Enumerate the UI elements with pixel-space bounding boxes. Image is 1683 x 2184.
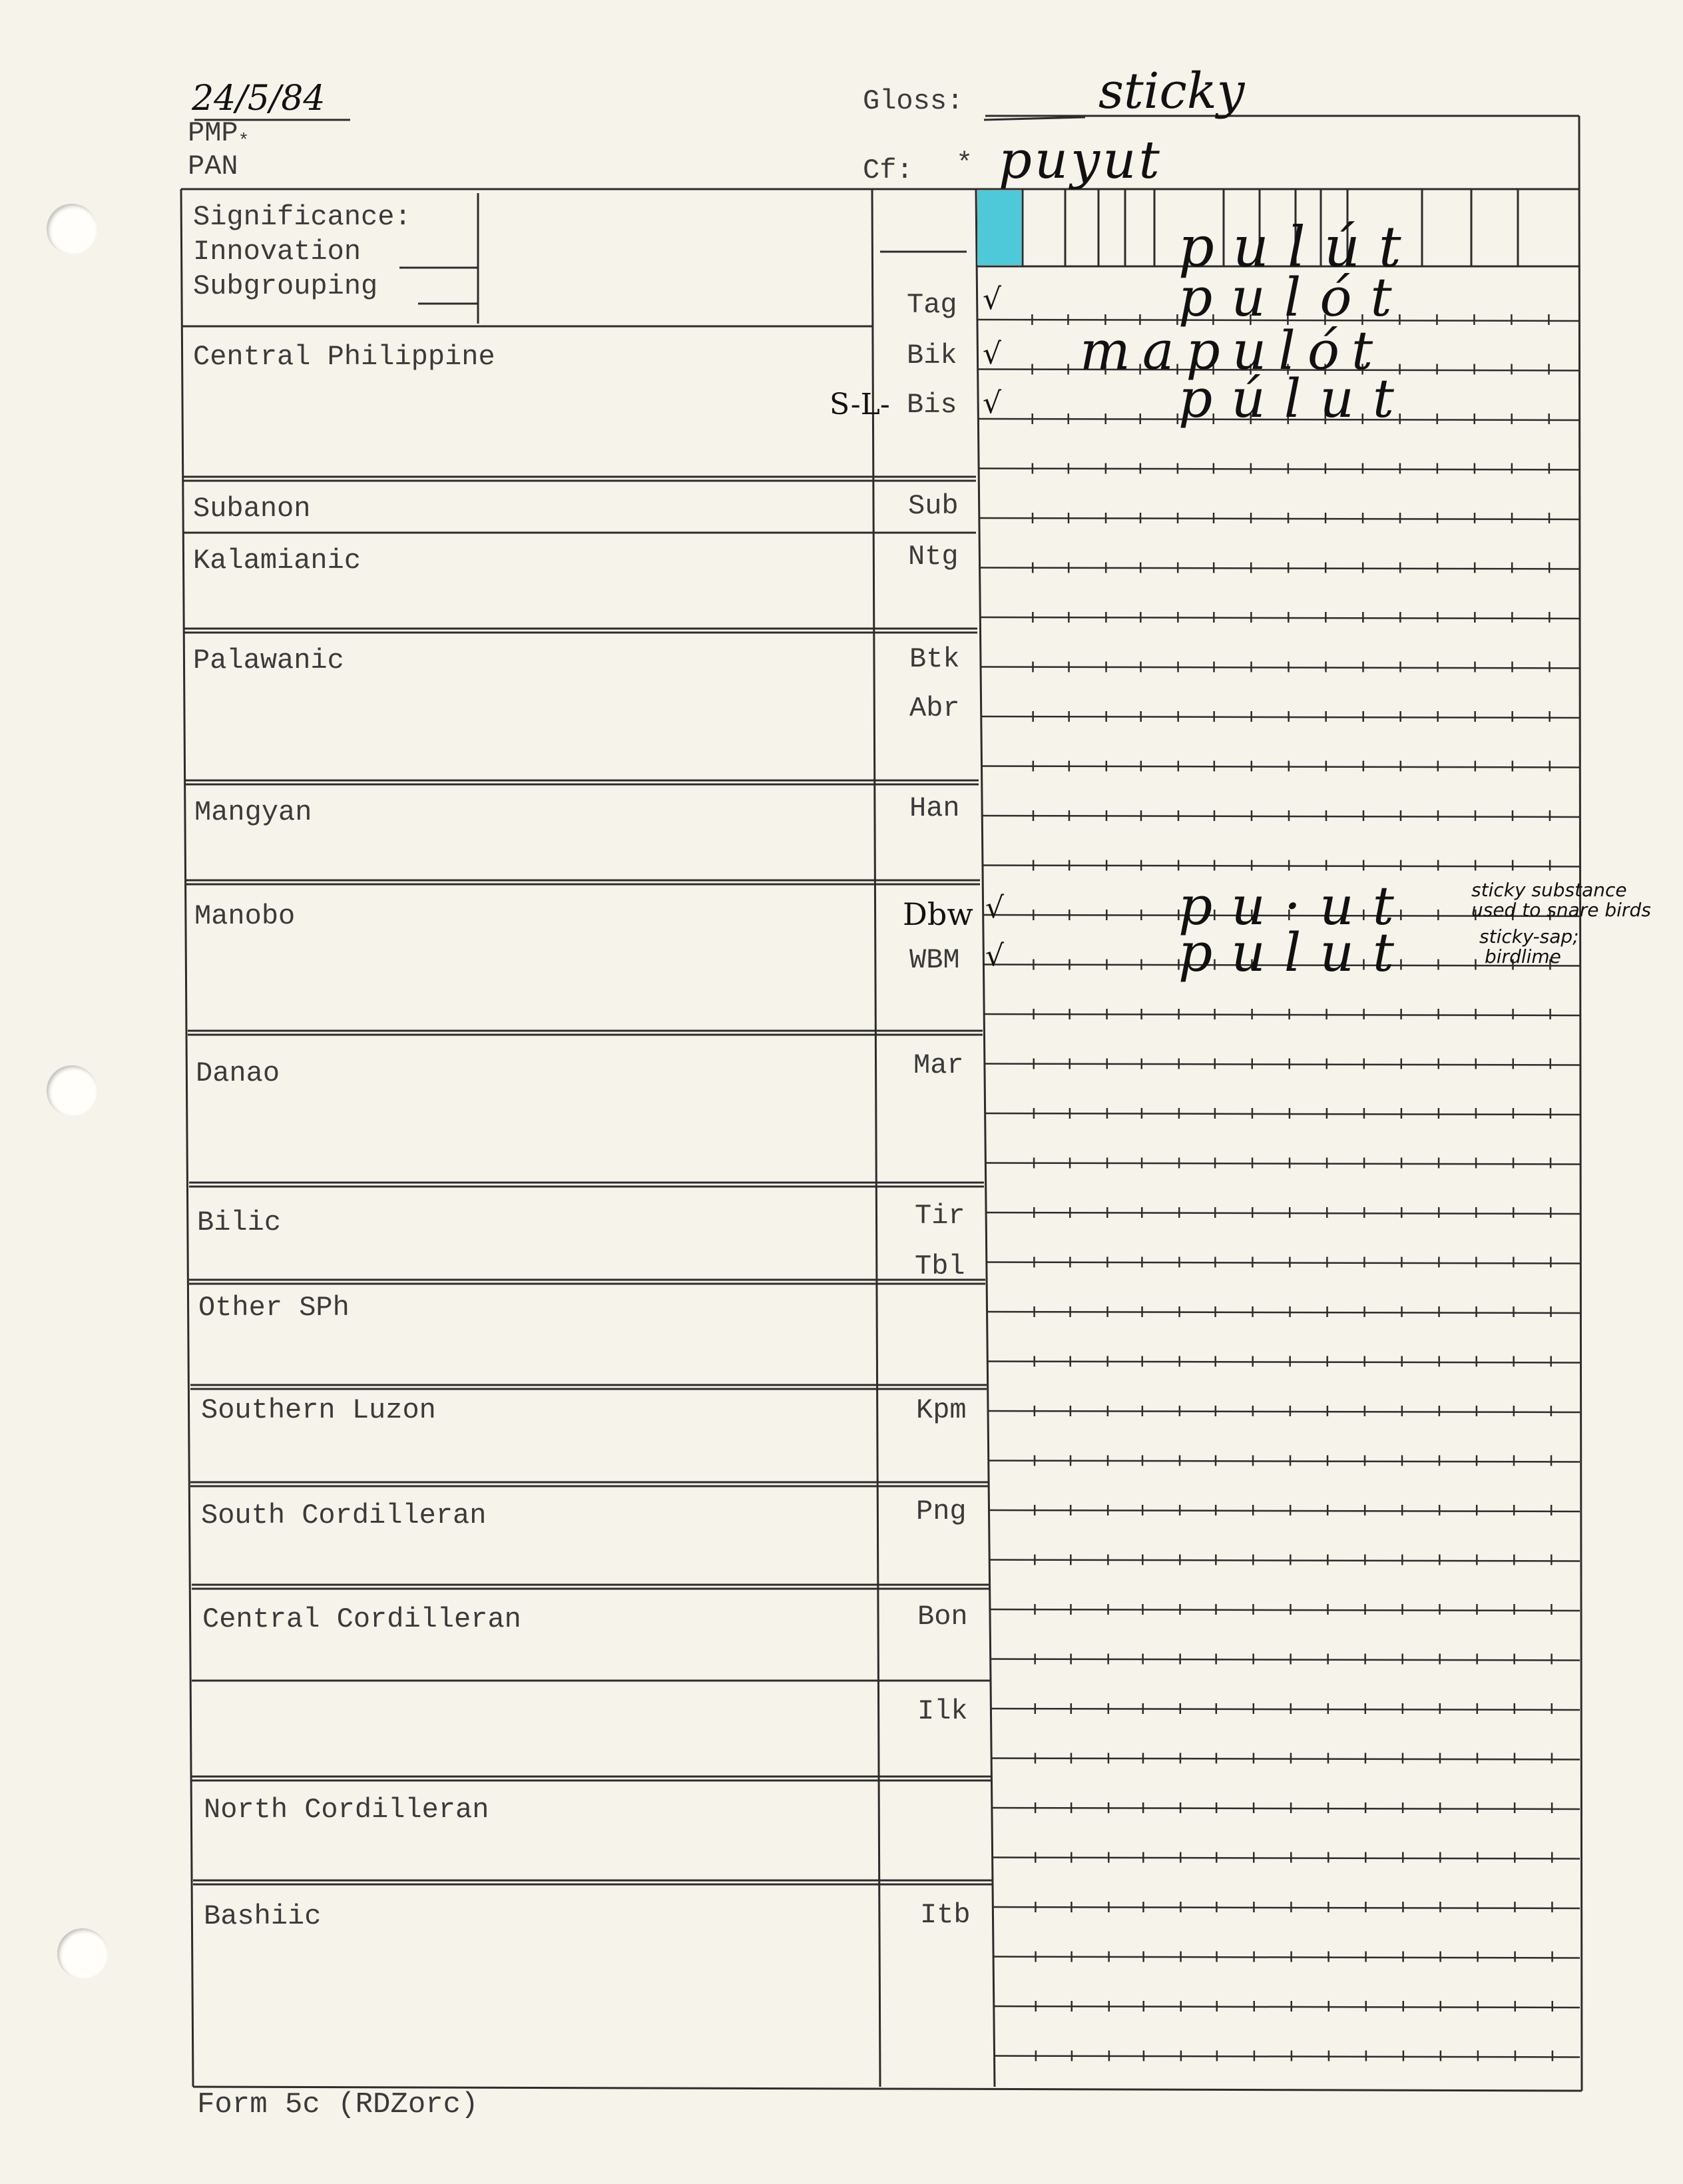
ruled-row-line xyxy=(993,1858,1580,1859)
ruled-row-line xyxy=(981,716,1580,718)
pan-form: pulút xyxy=(1178,214,1420,280)
ruled-row-line xyxy=(991,1659,1580,1661)
lang-code-mar: Mar xyxy=(913,1049,964,1081)
form-tag: pulót xyxy=(1178,266,1411,328)
ruled-row-line xyxy=(985,1113,1580,1115)
group-palawanic: Palawanic xyxy=(193,645,344,677)
gloss-dbw-line-1: sticky substance xyxy=(1471,879,1627,901)
lang-code-tag: Tag xyxy=(907,289,957,321)
cf-value: puyut xyxy=(999,131,1162,190)
ruled-row-line xyxy=(991,1759,1580,1760)
group-north-cordilleran: North Cordilleran xyxy=(204,1794,489,1826)
ruled-row-line xyxy=(993,1907,1580,1908)
lang-code-abr: Abr xyxy=(909,692,960,724)
pan-label: PAN xyxy=(188,150,238,182)
group-mangyan: Mangyan xyxy=(194,796,312,828)
ruled-row-line xyxy=(984,1014,1580,1015)
gloss-dbw xyxy=(1471,880,1651,920)
gloss-wbm-line-1: sticky-sap; xyxy=(1479,926,1579,948)
group-other-sph: Other SPh xyxy=(198,1292,350,1324)
pmp-text: PMP xyxy=(188,117,238,149)
lang-code-bon: Bon xyxy=(917,1601,968,1633)
ruled-row-line xyxy=(987,1262,1580,1264)
lang-code-btk: Btk xyxy=(909,643,960,675)
lang-code-bik: Bik xyxy=(907,340,957,372)
ruled-row-line xyxy=(980,617,1580,619)
group-bashiic: Bashiic xyxy=(204,1900,322,1932)
group-danao: Danao xyxy=(196,1057,280,1089)
lang-code-tir: Tir xyxy=(915,1200,965,1232)
ruled-row-line xyxy=(988,1411,1580,1412)
ruled-row-line xyxy=(985,1064,1580,1065)
group-central-cordilleran: Central Cordilleran xyxy=(202,1603,521,1635)
ruled-row-line xyxy=(985,1163,1580,1165)
lang-code-sub: Sub xyxy=(908,490,959,522)
ruled-row-line xyxy=(981,667,1580,669)
check-dbw: √ xyxy=(985,891,1005,925)
lang-code-png: Png xyxy=(916,1496,967,1527)
lang-code-itb: Itb xyxy=(920,1899,971,1931)
pmp-label xyxy=(188,117,249,152)
form-dbw: pu·ut xyxy=(1178,875,1413,937)
gloss-value: sticky xyxy=(1098,63,1245,120)
ruled-row-line xyxy=(987,1362,1580,1363)
lang-prefix-sl: S-L- xyxy=(830,388,890,421)
ruled-row-line xyxy=(983,866,1580,867)
lang-code-ntg: Ntg xyxy=(908,541,959,573)
ruled-row-line xyxy=(993,1957,1580,1958)
innovation-label: Innovation xyxy=(193,236,361,268)
ruled-row-line xyxy=(995,2056,1580,2057)
lang-code-han: Han xyxy=(909,792,960,824)
date-stamp: 24/5/84 xyxy=(192,79,326,119)
form-wbm: pulut xyxy=(1178,922,1413,983)
significance-label: Significance: xyxy=(193,201,411,233)
form-footer-label: Form 5c (RDZorc) xyxy=(197,2088,479,2121)
ruled-row-line xyxy=(992,1808,1580,1809)
gloss-wbm-line-2: birdlime xyxy=(1485,946,1561,967)
lang-code-ilk: Ilk xyxy=(917,1695,968,1727)
check-bis: √ xyxy=(983,386,1002,420)
group-kalamianic: Kalamianic xyxy=(193,545,361,577)
ruled-row-line xyxy=(987,1312,1580,1313)
cf-label: Cf: xyxy=(863,154,913,186)
group-southern-luzon: Southern Luzon xyxy=(201,1394,436,1426)
lang-code-bis: Bis xyxy=(907,389,957,421)
form-bik: mapulót xyxy=(1080,320,1385,382)
gloss-dbw-line-2: used to snare birds xyxy=(1471,899,1651,921)
group-manobo: Manobo xyxy=(194,900,296,932)
group-bilic: Bilic xyxy=(197,1207,282,1238)
form-bis: púlut xyxy=(1178,368,1413,429)
lang-code-kpm: Kpm xyxy=(916,1394,967,1426)
ruled-row-line xyxy=(989,1461,1580,1462)
ruled-row-line xyxy=(989,1560,1580,1561)
ruled-row-line xyxy=(990,1609,1580,1611)
cf-star: * xyxy=(956,148,973,180)
group-south-cordilleran: South Cordilleran xyxy=(201,1500,487,1531)
check-bik: √ xyxy=(983,337,1002,371)
check-tag: √ xyxy=(983,282,1002,316)
check-wbm: √ xyxy=(985,939,1005,973)
group-central-philippine: Central Philippine xyxy=(193,341,495,373)
pmp-star: * xyxy=(238,131,250,152)
ruled-row-line xyxy=(989,1510,1580,1511)
ruled-row-line xyxy=(994,2006,1580,2008)
ruled-row-line xyxy=(986,1213,1580,1214)
ruled-row-line xyxy=(982,766,1580,768)
subgrouping-label: Subgrouping xyxy=(193,270,378,302)
gloss-wbm xyxy=(1479,927,1579,967)
lang-code-tbl: Tbl xyxy=(915,1250,965,1282)
lang-code-wbm: WBM xyxy=(909,944,960,976)
lang-code-dbw: Dbw xyxy=(903,896,973,932)
ruled-row-line xyxy=(982,816,1580,817)
group-subanon: Subanon xyxy=(193,493,311,525)
gloss-label: Gloss: xyxy=(863,85,964,117)
ruled-row-line xyxy=(980,568,1580,569)
ruled-row-line xyxy=(991,1709,1580,1710)
